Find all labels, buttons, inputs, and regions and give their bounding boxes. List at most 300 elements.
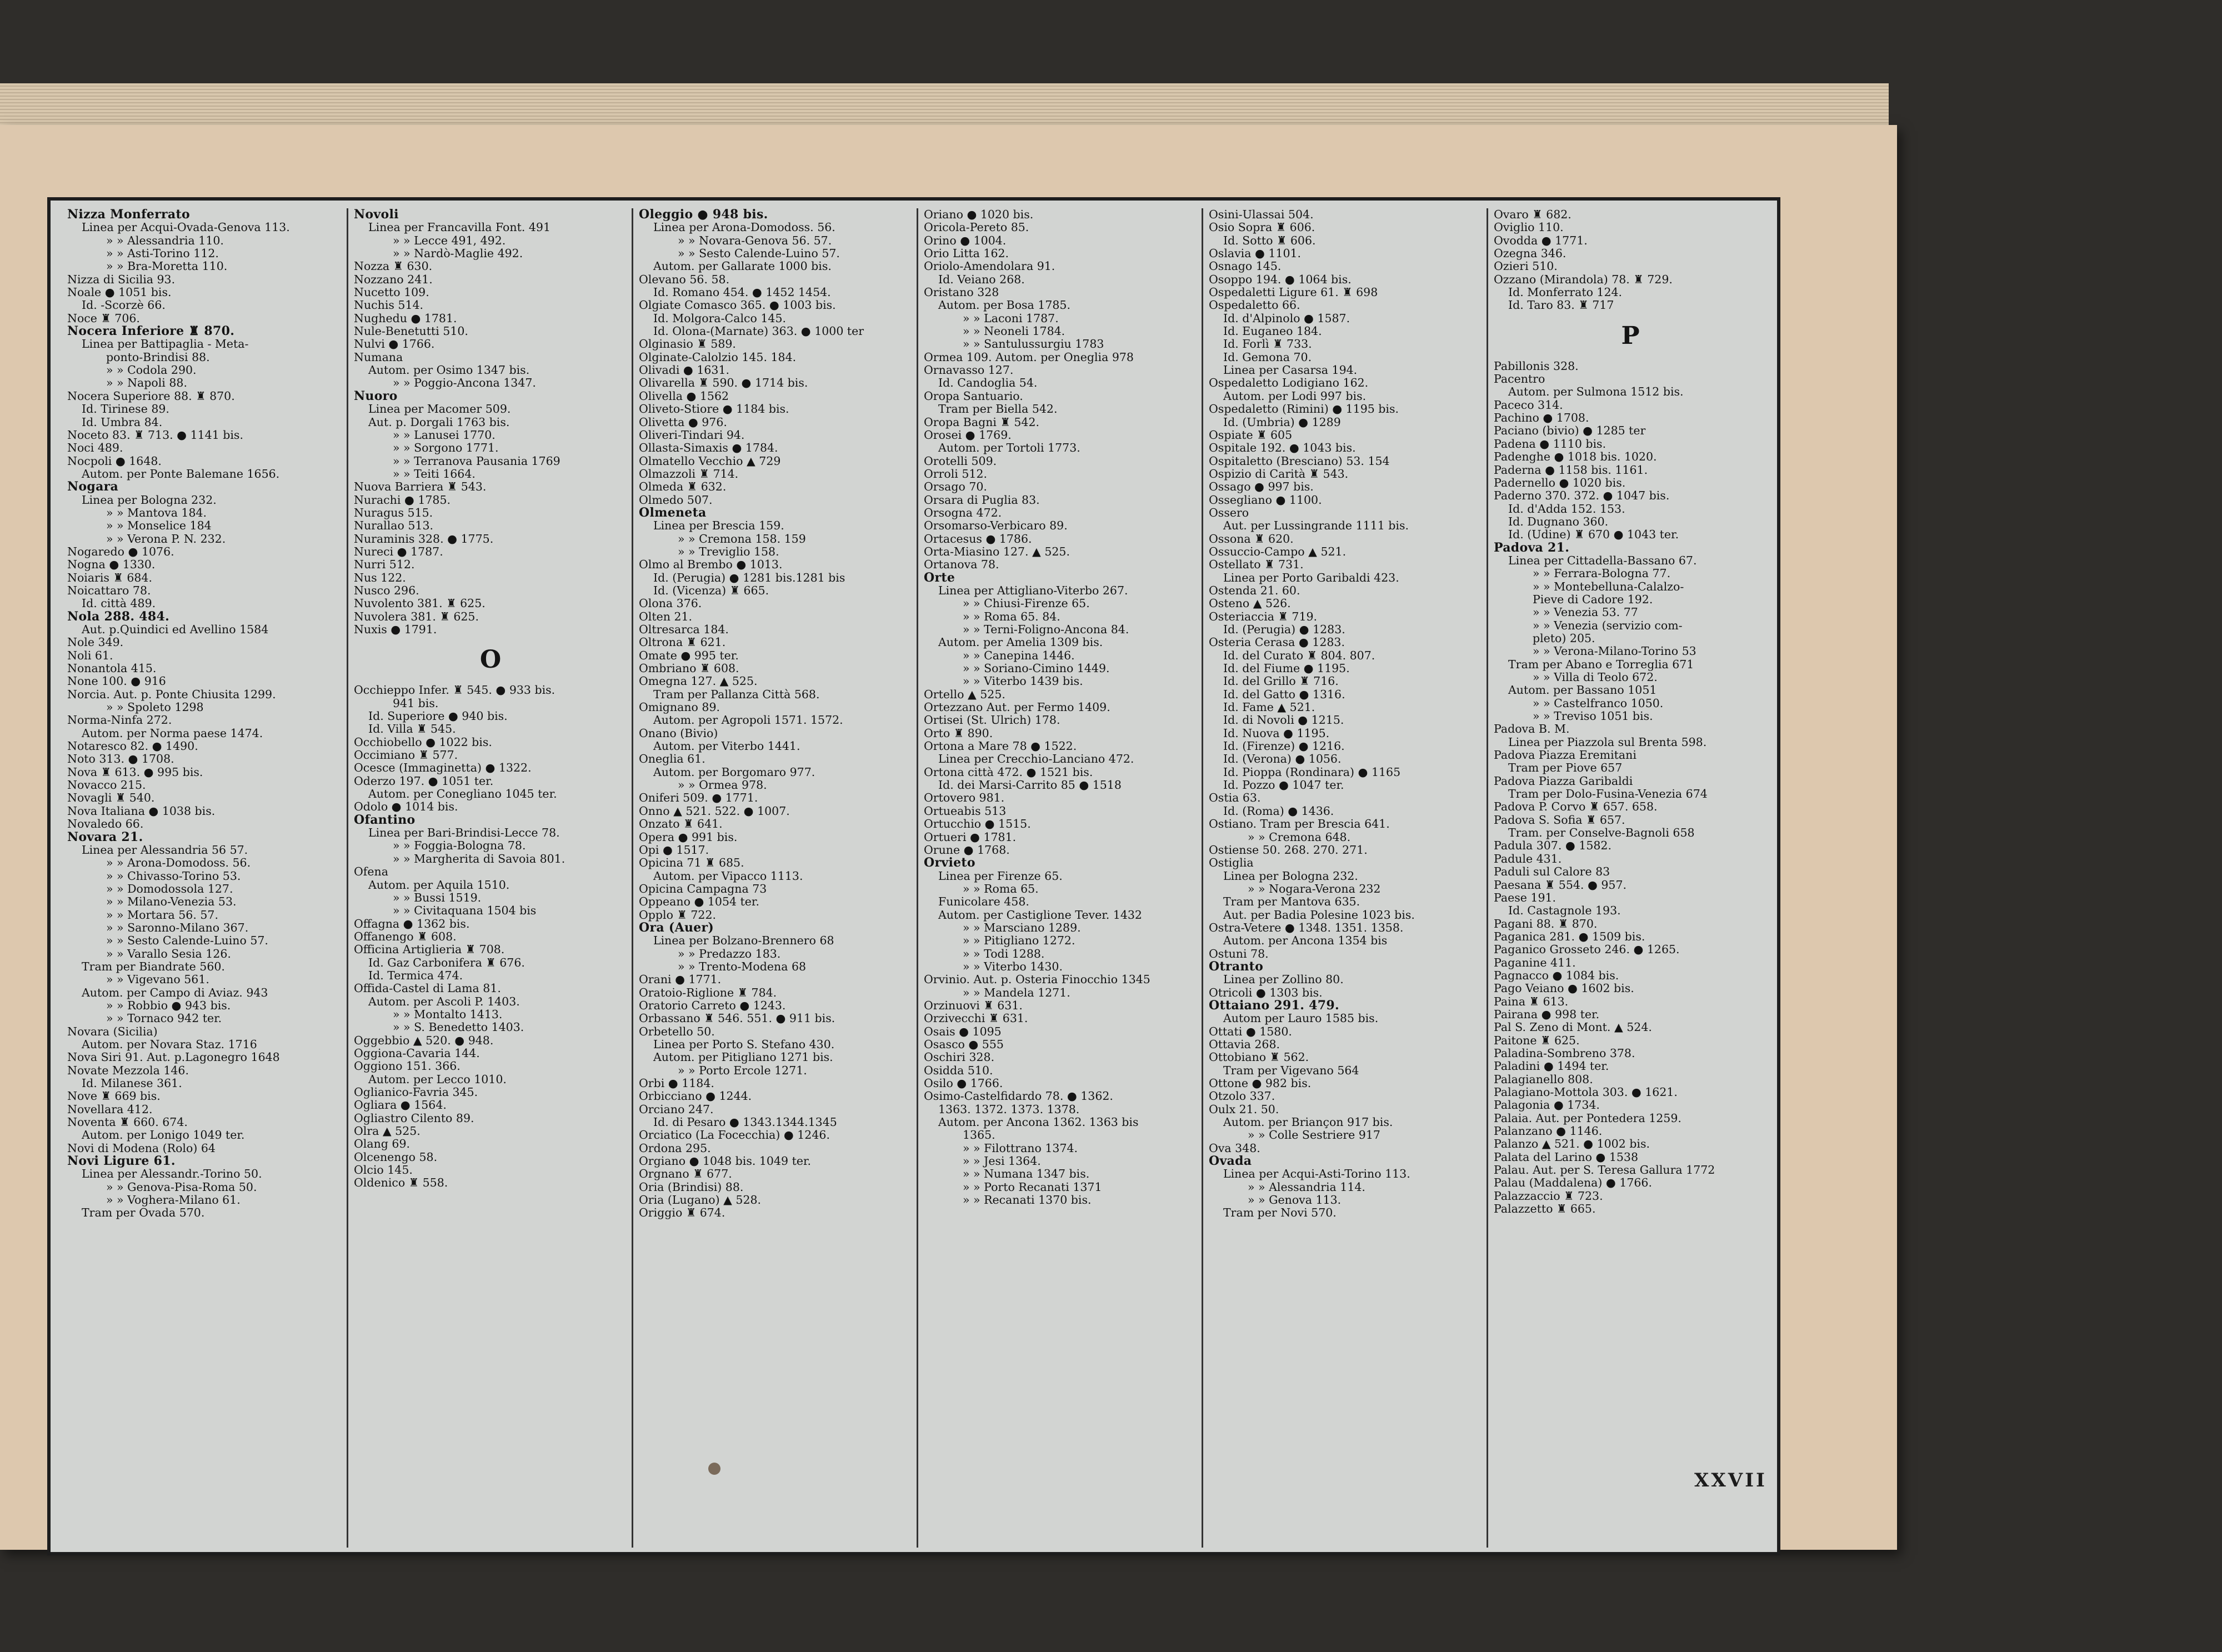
index-entry: Linea per Alessandr.-Torino 50. xyxy=(82,1168,262,1181)
index-entry: Padova S. Sofia ♜ 657. xyxy=(1494,813,1625,827)
index-entry: » » Jesi 1364. xyxy=(963,1155,1041,1168)
index-entry: Orgnano ♜ 677. xyxy=(639,1168,732,1181)
index-entry: Autom. per Borgomaro 977. xyxy=(653,765,815,779)
index-entry: Autom. per Conegliano 1045 ter. xyxy=(368,788,557,801)
index-entry: » » Poggio-Ancona 1347. xyxy=(393,377,536,390)
index-entry: Linea per Bologna 232. xyxy=(82,493,217,507)
index-entry: Padena ● 1110 bis. xyxy=(1494,437,1607,450)
index-entry: Orune ● 1768. xyxy=(924,843,1010,857)
index-entry: Offanengo ♜ 608. xyxy=(354,930,457,943)
index-entry: Paesana ♜ 554. ● 957. xyxy=(1494,878,1627,892)
index-entry: Orzivecchi ♜ 631. xyxy=(924,1012,1028,1025)
index-entry: » » Saronno-Milano 367. xyxy=(106,921,249,934)
index-entry: » » Porto Ercole 1271. xyxy=(678,1064,807,1077)
index-entry: Id. Olona-(Marnate) 363. ● 1000 ter xyxy=(653,325,864,338)
index-entry: Padova Piazza Eremitani xyxy=(1494,749,1637,762)
index-entry: Id. d'Adda 152. 153. xyxy=(1508,502,1625,515)
index-entry: Olmeneta xyxy=(639,506,707,520)
index-entry: Norcia. Aut. p. Ponte Chiusita 1299. xyxy=(67,688,276,701)
index-entry: Nogna ● 1330. xyxy=(67,558,156,572)
index-entry: Orani ● 1771. xyxy=(639,973,722,987)
index-entry: Opicina 71 ♜ 685. xyxy=(639,857,744,870)
index-entry: Ostuni 78. xyxy=(1209,947,1269,960)
index-frame xyxy=(47,197,1780,1555)
index-entry: Osidda 510. xyxy=(924,1064,993,1077)
index-entry: Padova B. M. xyxy=(1494,723,1570,736)
index-entry: Id. del Gatto ● 1316. xyxy=(1223,688,1345,701)
index-entry: Autom. per Osimo 1347 bis. xyxy=(368,364,530,377)
index-entry: Olcio 145. xyxy=(354,1164,413,1177)
index-entry: Oriano ● 1020 bis. xyxy=(924,208,1034,221)
index-entry: Padova 21. xyxy=(1494,541,1570,554)
index-entry: Olivetta ● 976. xyxy=(639,415,727,429)
index-entry: Id. Monferrato 124. xyxy=(1508,286,1623,299)
index-entry: » » Marsciano 1289. xyxy=(963,921,1081,934)
index-entry: » » Chivasso-Torino 53. xyxy=(106,869,241,883)
index-entry: Ostra-Vetere ● 1348. 1351. 1358. xyxy=(1209,921,1404,934)
index-entry: Ombriano ♜ 608. xyxy=(639,662,739,675)
index-entry: 1365. xyxy=(963,1129,995,1142)
index-entry: Ospitaletto (Bresciano) 53. 154 xyxy=(1209,454,1390,468)
index-entry: Id. Milanese 361. xyxy=(82,1077,182,1090)
index-entry: Orbetello 50. xyxy=(639,1025,715,1038)
index-entry: Novara (Sicilia) xyxy=(67,1025,158,1038)
index-entry: Novacco 215. xyxy=(67,779,146,792)
index-entry: Oliveto-Stiore ● 1184 bis. xyxy=(639,403,789,416)
index-entry: Autom. per Pitigliano 1271 bis. xyxy=(653,1051,833,1064)
index-entry: Ortueri ● 1781. xyxy=(924,830,1017,844)
index-entry: Nova Siri 91. Aut. p.Lagonegro 1648 xyxy=(67,1051,280,1064)
index-entry: 941 bis. xyxy=(393,697,439,710)
index-entry: Id. Villa ♜ 545. xyxy=(368,723,456,736)
index-entry: Orvieto xyxy=(924,857,975,870)
index-entry: » » Domodossola 127. xyxy=(106,882,233,895)
index-entry: Paitone ♜ 625. xyxy=(1494,1034,1580,1047)
index-entry: Ofantino xyxy=(354,813,416,827)
index-entry: Novoli xyxy=(354,208,399,222)
index-entry: Ortona città 472. ● 1521 bis. xyxy=(924,765,1093,779)
index-entry: Oniferi 509. ● 1771. xyxy=(639,792,758,805)
index-entry: Ortisei (St. Ulrich) 178. xyxy=(924,714,1060,727)
index-columns xyxy=(62,208,1771,1548)
index-entry: Paceco 314. xyxy=(1494,398,1563,412)
index-entry: Oneglia 61. xyxy=(639,753,705,766)
index-entry: Opera ● 991 bis. xyxy=(639,830,738,844)
index-entry: Olivarella ♜ 590. ● 1714 bis. xyxy=(639,377,808,390)
index-entry: » » Sesto Calende-Luino 57. xyxy=(678,247,840,261)
index-entry: Noceto 83. ♜ 713. ● 1141 bis. xyxy=(67,428,243,442)
index-entry: None 100. ● 916 xyxy=(67,675,166,688)
index-column-6 xyxy=(1487,208,1771,1548)
index-entry: Id. Fame ▲ 521. xyxy=(1223,701,1315,714)
index-entry: Olivella ● 1562 xyxy=(639,389,729,403)
index-entry: Id. Romano 454. ● 1452 1454. xyxy=(653,286,831,299)
index-entry: » » Lecce 491, 492. xyxy=(393,234,506,247)
index-entry: Palau (Maddalena) ● 1766. xyxy=(1494,1177,1652,1190)
index-entry: Padule 431. xyxy=(1494,852,1562,865)
index-entry: Noce ♜ 706. xyxy=(67,312,140,325)
index-entry: Noicattaro 78. xyxy=(67,584,151,597)
index-entry: » » Venezia (servizio com- xyxy=(1533,619,1683,632)
index-entry: Ortezzano Aut. per Fermo 1409. xyxy=(924,701,1110,714)
index-entry: Palau. Aut. per S. Teresa Gallura 1772 xyxy=(1494,1164,1715,1177)
index-entry: Nozzano 241. xyxy=(354,273,433,286)
index-entry: Id. (Umbria) ● 1289 xyxy=(1223,415,1341,429)
index-entry: Id. (Udine) ♜ 670 ● 1043 ter. xyxy=(1508,528,1679,542)
index-entry: Ollasta-Simaxis ● 1784. xyxy=(639,442,778,455)
index-entry: Linea per Firenze 65. xyxy=(938,869,1063,883)
index-entry: Linea per Crecchio-Lanciano 472. xyxy=(938,753,1134,766)
index-entry: Id. Castagnole 193. xyxy=(1508,904,1621,918)
index-entry: Offida-Castel di Lama 81. xyxy=(354,982,501,995)
index-entry: Odolo ● 1014 bis. xyxy=(354,800,458,814)
index-entry: Ottone ● 982 bis. xyxy=(1209,1077,1312,1090)
index-entry: Autom. per Ponte Balemane 1656. xyxy=(82,467,280,480)
index-entry: » » Nogara-Verona 232 xyxy=(1248,882,1381,895)
index-entry: Nuxis ● 1791. xyxy=(354,623,437,636)
index-entry: Paduli sul Calore 83 xyxy=(1494,865,1610,879)
index-entry: Orio Litta 162. xyxy=(924,247,1009,261)
index-entry: Aut. p.Quindici ed Avellino 1584 xyxy=(82,623,269,636)
index-entry: » » Alessandria 110. xyxy=(106,234,224,247)
index-entry: Oriolo-Amendolara 91. xyxy=(924,260,1055,273)
index-entry: Novate Mezzola 146. xyxy=(67,1064,189,1077)
index-entry: Id. di Novoli ● 1215. xyxy=(1223,714,1344,727)
index-entry: Tram. per Conselve-Bagnoli 658 xyxy=(1508,827,1695,840)
index-entry: Aut. per Lussingrande 1111 bis. xyxy=(1223,519,1409,533)
index-entry: » » Terni-Foligno-Ancona 84. xyxy=(963,623,1129,636)
index-entry: Orbicciano ● 1244. xyxy=(639,1090,752,1103)
index-entry: Palata del Larino ● 1538 xyxy=(1494,1150,1639,1164)
index-entry: Norma-Ninfa 272. xyxy=(67,714,172,727)
index-entry: Occhiobello ● 1022 bis. xyxy=(354,735,492,749)
index-entry: Ovaro ♜ 682. xyxy=(1494,208,1572,221)
index-entry: » » Tornaco 942 ter. xyxy=(106,1012,222,1025)
index-entry: Opplo ♜ 722. xyxy=(639,908,717,922)
index-entry: Linea per Piazzola sul Brenta 598. xyxy=(1508,735,1707,749)
index-entry: Tram per Biandrate 560. xyxy=(82,960,225,973)
index-entry: Noto 313. ● 1708. xyxy=(67,753,174,766)
index-entry: Aut. per Badia Polesine 1023 bis. xyxy=(1223,908,1415,922)
index-entry: Oltresarca 184. xyxy=(639,623,729,636)
index-entry: Id. (Perugia) ● 1283. xyxy=(1223,623,1345,636)
index-entry: Orroli 512. xyxy=(924,467,988,480)
index-entry: Notaresco 82. ● 1490. xyxy=(67,740,198,753)
index-entry: » » Robbio ● 943 bis. xyxy=(106,999,231,1012)
index-entry: Autom. per Novara Staz. 1716 xyxy=(82,1038,257,1051)
index-entry: Ossona ♜ 620. xyxy=(1209,532,1294,545)
index-entry: Ospiate ♜ 605 xyxy=(1209,428,1293,442)
index-entry: » » Spoleto 1298 xyxy=(106,701,204,714)
index-entry: » » Napoli 88. xyxy=(106,377,187,390)
index-entry: Olivadi ● 1631. xyxy=(639,364,730,377)
index-entry: Nuchis 514. xyxy=(354,299,424,312)
index-entry: Otranto xyxy=(1209,960,1264,974)
index-entry: Nucetto 109. xyxy=(354,286,429,299)
index-entry: Palagianello 808. xyxy=(1494,1073,1593,1086)
index-entry: Ocesce (Immaginetta) ● 1322. xyxy=(354,762,532,775)
index-entry: Orte xyxy=(924,571,955,584)
index-entry: Nuragus 515. xyxy=(354,506,433,519)
index-entry: Linea per Bologna 232. xyxy=(1223,869,1358,883)
index-entry: Nova ♜ 613. ● 995 bis. xyxy=(67,765,203,779)
index-entry: Orvinio. Aut. p. Osteria Finocchio 1345 xyxy=(924,973,1150,987)
index-entry: Ozegna 346. xyxy=(1494,247,1567,261)
index-entry: Nurri 512. xyxy=(354,558,415,572)
index-entry: Oricola-Pereto 85. xyxy=(924,221,1029,234)
index-entry: Paganine 411. xyxy=(1494,956,1576,969)
index-entry: Paina ♜ 613. xyxy=(1494,995,1569,1008)
index-entry: Ottaiano 291. 479. xyxy=(1209,999,1339,1013)
index-entry: Palanzo ▲ 521. ● 1002 bis. xyxy=(1494,1138,1650,1151)
index-entry: Autom. per Tortoli 1773. xyxy=(938,442,1080,455)
index-entry: Oppeano ● 1054 ter. xyxy=(639,895,759,909)
index-entry: Ova 348. xyxy=(1209,1142,1260,1155)
index-entry: Orzinuovi ♜ 631. xyxy=(924,999,1023,1012)
index-entry: Noci 489. xyxy=(67,442,123,455)
index-entry: » » Alessandria 114. xyxy=(1248,1180,1365,1194)
index-entry: Onno ▲ 521. 522. ● 1007. xyxy=(639,804,790,818)
index-entry: Ortona a Mare 78 ● 1522. xyxy=(924,740,1077,753)
index-entry: Ortello ▲ 525. xyxy=(924,688,1005,701)
index-entry: Nureci ● 1787. xyxy=(354,545,443,558)
index-entry: Occhieppo Infer. ♜ 545. ● 933 bis. xyxy=(354,684,556,697)
index-entry: Linea per Macomer 509. xyxy=(368,403,511,416)
index-entry: Id. Dugnano 360. xyxy=(1508,515,1609,528)
index-entry: Osteriaccia ♜ 719. xyxy=(1209,610,1318,623)
index-entry: Olcenengo 58. xyxy=(354,1150,438,1164)
index-entry: » » Recanati 1370 bis. xyxy=(963,1194,1092,1207)
index-entry: Olona 376. xyxy=(639,597,702,610)
index-column-2 xyxy=(347,208,632,1548)
index-entry: » » Bra-Moretta 110. xyxy=(106,260,228,273)
index-entry: Nozza ♜ 630. xyxy=(354,260,433,273)
index-entry: Autom. per Norma paese 1474. xyxy=(82,727,263,740)
index-entry: Ortueabis 513 xyxy=(924,804,1007,818)
index-entry: Padula 307. ● 1582. xyxy=(1494,839,1612,853)
index-entry: Nurallao 513. xyxy=(354,519,433,533)
index-entry: Id. Forlì ♜ 733. xyxy=(1223,338,1312,351)
index-entry: » » Foggia-Bologna 78. xyxy=(393,839,526,853)
index-entry: Nizza di Sicilia 93. xyxy=(67,273,176,286)
index-entry: Noventa ♜ 660. 674. xyxy=(67,1116,188,1129)
index-entry: Oglianico-Favria 345. xyxy=(354,1086,478,1099)
index-entry: » » Ormea 978. xyxy=(678,779,767,792)
index-entry: Id. Veiano 268. xyxy=(938,273,1025,286)
index-entry: Autom per Lauro 1585 bis. xyxy=(1223,1012,1379,1025)
index-entry: Ovada xyxy=(1209,1155,1252,1168)
index-entry: Ottati ● 1580. xyxy=(1209,1025,1292,1038)
index-entry: Paganica 281. ● 1509 bis. xyxy=(1494,930,1645,943)
index-entry: Linea per Cittadella-Bassano 67. xyxy=(1508,554,1697,567)
index-entry: Pal S. Zeno di Mont. ▲ 524. xyxy=(1494,1021,1652,1034)
index-entry: » » Viterbo 1439 bis. xyxy=(963,675,1083,688)
index-entry: » » Montebelluna-Calalzo- xyxy=(1533,580,1684,593)
index-entry: Nova Italiana ● 1038 bis. xyxy=(67,804,216,818)
index-entry: Ostia 63. xyxy=(1209,792,1261,805)
index-entry: Id. Pioppa (Rondinara) ● 1165 xyxy=(1223,765,1401,779)
index-entry: Nuvolera 381. ♜ 625. xyxy=(354,610,479,623)
index-entry: Id. città 489. xyxy=(82,597,156,610)
index-entry: Nocpoli ● 1648. xyxy=(67,454,162,468)
index-entry: » » Colle Sestriere 917 xyxy=(1248,1129,1380,1142)
index-entry: Olginate-Calolzio 145. 184. xyxy=(639,351,797,364)
index-entry: Ofena xyxy=(354,865,388,879)
section-letter: P xyxy=(1621,321,1640,350)
index-entry: Ospedaletto Lodigiano 162. xyxy=(1209,377,1369,390)
index-entry: Id. dei Marsi-Carrito 85 ● 1518 xyxy=(938,779,1122,792)
index-entry: Olmatello Vecchio ▲ 729 xyxy=(639,454,781,468)
index-entry: Oulx 21. 50. xyxy=(1209,1103,1279,1116)
index-entry: Orsago 70. xyxy=(924,480,987,494)
index-entry: » » Chiusi-Firenze 65. xyxy=(963,597,1090,610)
index-entry: Linea per Alessandria 56 57. xyxy=(82,843,248,857)
index-entry: Palagonia ● 1734. xyxy=(1494,1099,1600,1112)
index-entry: Orsogna 472. xyxy=(924,506,1002,519)
index-entry: » » Varallo Sesia 126. xyxy=(106,947,231,960)
index-entry: » » Monselice 184 xyxy=(106,519,212,533)
index-entry: » » Trento-Modena 68 xyxy=(678,960,807,973)
index-entry: Orbi ● 1184. xyxy=(639,1077,714,1090)
index-entry: Padernello ● 1020 bis. xyxy=(1494,476,1626,489)
index-entry: Nuraminis 328. ● 1775. xyxy=(354,532,494,545)
index-entry: » » Bussi 1519. xyxy=(393,891,482,904)
index-entry: Autom. per Ancona 1354 bis xyxy=(1223,934,1388,948)
index-entry: Orgiano ● 1048 bis. 1049 ter. xyxy=(639,1155,812,1168)
index-entry: » » Cremona 648. xyxy=(1248,830,1351,844)
index-entry: Autom. per Aquila 1510. xyxy=(368,878,510,892)
index-entry: Officina Artiglieria ♜ 708. xyxy=(354,943,505,957)
index-entry: » » Mandela 1271. xyxy=(963,986,1070,999)
index-entry: » » Venezia 53. 77 xyxy=(1533,606,1638,619)
index-entry: Nusco 296. xyxy=(354,584,419,597)
index-entry: Ornavasso 127. xyxy=(924,364,1014,377)
index-entry: Offagna ● 1362 bis. xyxy=(354,917,470,930)
index-entry: » » Lanusei 1770. xyxy=(393,428,496,442)
index-entry: Id. Termica 474. xyxy=(368,969,463,982)
index-entry: Pairana ● 998 ter. xyxy=(1494,1008,1600,1021)
index-entry: Omegna 127. ▲ 525. xyxy=(639,675,758,688)
index-entry: Linea per Attigliano-Viterbo 267. xyxy=(938,584,1128,597)
index-entry: Tram per Dolo-Fusina-Venezia 674 xyxy=(1508,788,1708,801)
index-entry: Ortanova 78. xyxy=(924,558,999,572)
index-entry: Olmeda ♜ 632. xyxy=(639,480,727,494)
index-entry: Nulvi ● 1766. xyxy=(354,338,435,351)
index-entry: Paladina-Sombreno 378. xyxy=(1494,1047,1635,1060)
index-entry: Ottavia 268. xyxy=(1209,1038,1280,1051)
index-entry: Oria (Lugano) ▲ 528. xyxy=(639,1194,762,1207)
index-entry: » » Laconi 1787. xyxy=(963,312,1059,325)
index-entry: » » Genova 113. xyxy=(1248,1194,1342,1207)
index-entry: Autom. per Sulmona 1512 bis. xyxy=(1508,386,1684,399)
index-entry: Noiaris ♜ 684. xyxy=(67,571,152,584)
index-entry: Linea per Acqui-Asti-Torino 113. xyxy=(1223,1168,1410,1181)
index-entry: Noli 61. xyxy=(67,649,113,662)
index-entry: Ospedaletti Ligure 61. ♜ 698 xyxy=(1209,286,1378,299)
index-entry: Id. Candoglia 54. xyxy=(938,377,1038,390)
index-entry: Orto ♜ 890. xyxy=(924,727,993,740)
index-entry: Olginasio ♜ 589. xyxy=(639,338,736,351)
index-entry: Ostiano. Tram per Brescia 641. xyxy=(1209,818,1390,831)
index-entry: Paderno 370. 372. ● 1047 bis. xyxy=(1494,489,1670,503)
index-entry: Oratorio Carreto ● 1243. xyxy=(639,999,786,1012)
index-entry: Nole 349. xyxy=(67,636,124,649)
index-entry: Ossegliano ● 1100. xyxy=(1209,493,1322,507)
index-entry: Otzolo 337. xyxy=(1209,1090,1275,1103)
index-entry: Ossero xyxy=(1209,506,1249,519)
index-entry: Tram per Novi 570. xyxy=(1223,1207,1337,1220)
index-entry: Autom. per Ancona 1362. 1363 bis xyxy=(938,1116,1139,1129)
index-entry: Autom. per Ascoli P. 1403. xyxy=(368,995,520,1008)
index-entry: Ortovero 981. xyxy=(924,792,1005,805)
section-letter: O xyxy=(479,645,502,674)
index-entry: Id. Molgora-Calco 145. xyxy=(653,312,787,325)
index-entry: Id. (Perugia) ● 1281 bis.1281 bis xyxy=(653,571,845,584)
index-entry: Nurachi ● 1785. xyxy=(354,493,451,507)
index-entry: Id. Gemona 70. xyxy=(1223,351,1312,364)
index-entry: Paese 191. xyxy=(1494,891,1557,904)
index-entry: Novagli ♜ 540. xyxy=(67,792,155,805)
index-entry: » » Codola 290. xyxy=(106,364,197,377)
index-entry: Linea per Brescia 159. xyxy=(653,519,784,533)
index-entry: Novara 21. xyxy=(67,830,143,844)
index-entry: Palazzetto ♜ 665. xyxy=(1494,1203,1596,1216)
index-entry: Nizza Monferrato xyxy=(67,208,190,222)
index-entry: Oltrona ♜ 621. xyxy=(639,636,726,649)
index-entry: Oria (Brindisi) 88. xyxy=(639,1180,744,1194)
index-entry: Tram per Abano e Torreglia 671 xyxy=(1508,658,1694,671)
index-entry: Nus 122. xyxy=(354,571,406,584)
index-entry: Orsomarso-Verbicaro 89. xyxy=(924,519,1068,533)
index-entry: Autom. per Bosa 1785. xyxy=(938,299,1070,312)
index-entry: Linea per Arona-Domodoss. 56. xyxy=(653,221,835,234)
index-entry: Oliveri-Tindari 94. xyxy=(639,428,745,442)
index-entry: Orta-Miasino 127. ▲ 525. xyxy=(924,545,1070,558)
index-entry: Oschiri 328. xyxy=(924,1051,995,1064)
index-entry: Novellara 412. xyxy=(67,1103,153,1116)
index-entry: Nocera Inferiore ♜ 870. xyxy=(67,325,235,338)
index-entry: Oleggio ● 948 bis. xyxy=(639,208,768,222)
index-entry: » » Genova-Pisa-Roma 50. xyxy=(106,1180,257,1194)
index-entry: Osoppo 194. ● 1064 bis. xyxy=(1209,273,1352,286)
index-entry: » » Treviglio 158. xyxy=(678,545,779,558)
index-entry: Osini-Ulassai 504. xyxy=(1209,208,1314,221)
index-entry: Paderna ● 1158 bis. 1161. xyxy=(1494,463,1648,477)
index-entry: Id. del Grillo ♜ 716. xyxy=(1223,675,1339,688)
index-entry: Oristano 328 xyxy=(924,286,999,299)
index-entry: Autom. per Lonigo 1049 ter. xyxy=(82,1129,245,1142)
index-entry: Id. del Curato ♜ 804. 807. xyxy=(1223,649,1375,662)
index-entry: Numana xyxy=(354,351,403,364)
page-number: XXVII xyxy=(1694,1469,1767,1491)
index-entry: Olevano 56. 58. xyxy=(639,273,730,286)
index-entry: Novaledo 66. xyxy=(67,818,144,831)
index-entry: Nola 288. 484. xyxy=(67,610,170,623)
index-entry: Nuoro xyxy=(354,389,398,403)
index-entry: » » Cremona 158. 159 xyxy=(678,532,806,545)
index-entry: Olmedo 507. xyxy=(639,493,713,507)
index-entry: » » Nardò-Maglie 492. xyxy=(393,247,523,261)
index-entry: Id. Umbra 84. xyxy=(82,415,163,429)
index-entry: Nonantola 415. xyxy=(67,662,157,675)
index-entry: Onzato ♜ 641. xyxy=(639,818,723,831)
index-entry: Tram per Biella 542. xyxy=(938,403,1058,416)
index-entry: » » Vigevano 561. xyxy=(106,973,209,987)
index-entry: Osimo-Castelfidardo 78. ● 1362. xyxy=(924,1090,1113,1103)
index-entry: Oldenico ♜ 558. xyxy=(354,1177,448,1190)
index-entry: Pago Veiano ● 1602 bis. xyxy=(1494,982,1634,995)
index-entry: Pagnacco ● 1084 bis. xyxy=(1494,969,1619,982)
